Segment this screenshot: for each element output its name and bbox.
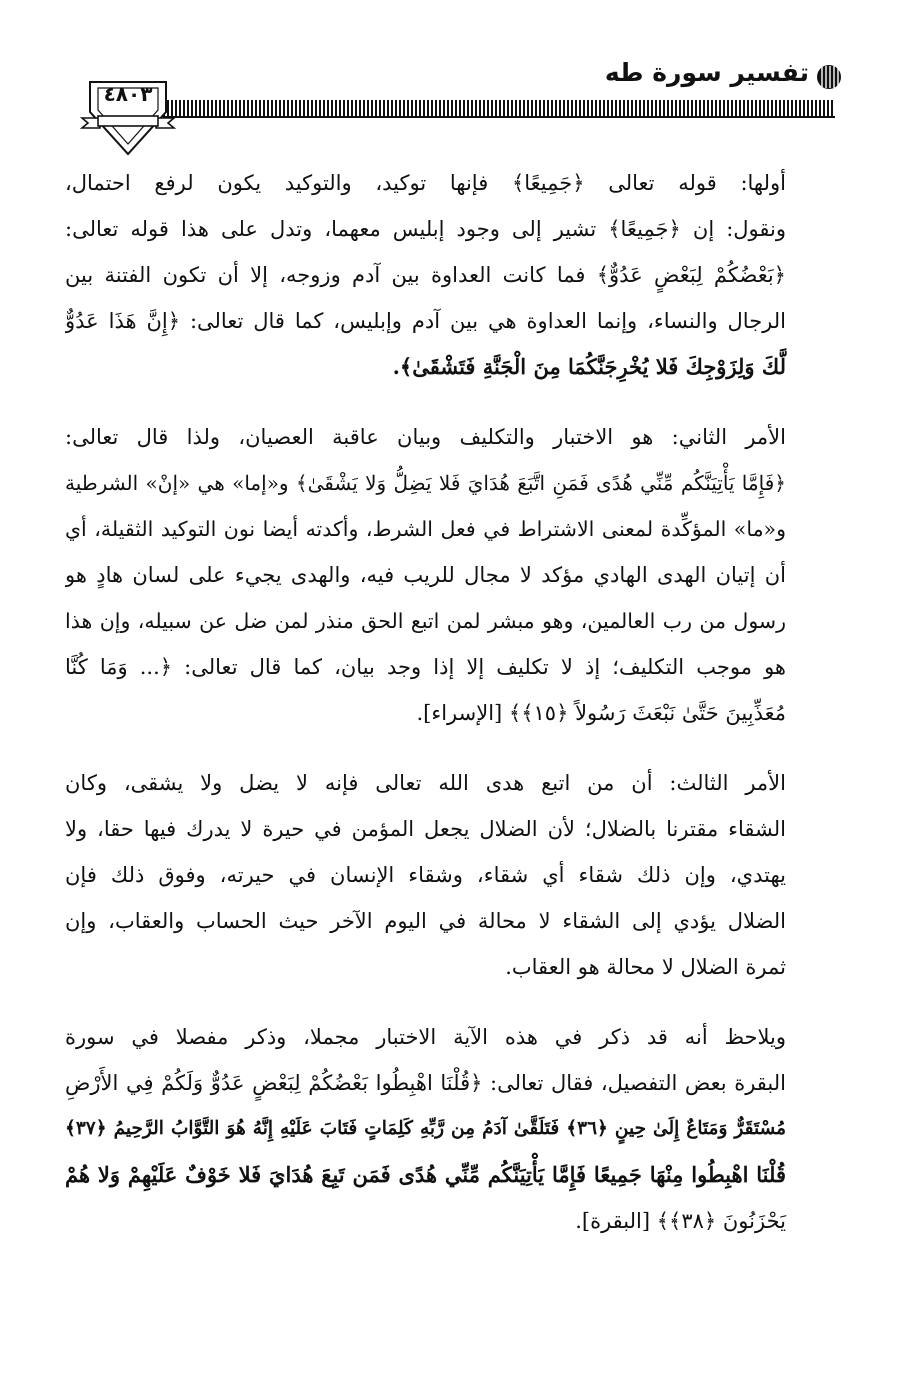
text-line: الضلال يؤدي إلى الشقاء لا محالة في اليوم الآخر حيث الحساب والعقاب، وإن [65, 909, 786, 933]
header-rule-base [163, 116, 835, 118]
text-line: مُعَذِّبِينَ حَتَّىٰ نَبْعَثَ رَسُولاً ﴿١٥﴾﴾ [الإسراء]. [416, 701, 786, 725]
page-number: ٤٨٠٣ [103, 82, 153, 106]
surah-title: تفسير سورة طه [604, 58, 809, 87]
text-line: و«ما» المؤكِّدة لمعنى الاشتراط في فعل الشرط، وأكدته أيضا نون التوكيد الثقيلة، أي [65, 517, 786, 541]
page-body [65, 160, 838, 1268]
text-line: الرجال والنساء، وإنما العداوة هي بين آدم وإبليس، كما قال تعالى: ﴿إِنَّ هَذَا عَدُوٌّ [65, 309, 786, 333]
paragraph-2 [65, 414, 838, 736]
ornament-icon [814, 62, 844, 92]
text-line: لَّكَ وَلِزَوْجِكَ فَلا يُخْرِجَنَّكُمَا مِنَ الْجَنَّةِ فَتَشْقَىٰ﴾. [392, 354, 786, 379]
text-line: أن إتيان الهدى الهادي مؤكد لا مجال للريب فيه، والهدى يجيء على لسان هادٍ هو [65, 563, 786, 587]
header-rule [163, 100, 835, 116]
text-line: قُلْنَا اهْبِطُوا مِنْهَا جَمِيعًا فَإِمَّا يَأْتِيَنَّكُم مِّنِّي هُدًى فَمَن تَبِعَ هُدَايَ فَلا خَوْفٌ عَلَيْهِمْ وَلا هُمْ [65, 1162, 786, 1187]
text-line: ﴿فَإِمَّا يَأْتِيَنَّكُم مِّنِّي هُدًى فَمَنِ اتَّبَعَ هُدَايَ فَلا يَضِلُّ وَلا يَشْقَىٰ﴾ و«إما» هي «إنْ» الشرطية [65, 471, 786, 495]
text-line: يهتدي، وإن ذلك شقاء أي شقاء، وشقاء الإنسان في حيرته، وفوق ذلك فإن [65, 863, 786, 887]
page-number-badge [78, 64, 178, 164]
text-line: الأمر الثالث: أن من اتبع هدى الله تعالى فإنه لا يضل ولا يشقى، وكان [65, 771, 786, 795]
paragraph-1 [65, 160, 838, 390]
page-header [0, 0, 909, 160]
text-line: مُسْتَقَرٌّ وَمَتَاعٌ إِلَىٰ حِينٍ ﴿٣٦﴾ فَتَلَقَّىٰ آدَمُ مِن رَّبِّهِ كَلِمَاتٍ فَتَابَ عَلَيْهِ إِنَّهُ هُوَ التَّوَّابُ الرَّحِيمُ ﴿٣٧﴾ [65, 1118, 786, 1139]
text-line: البقرة بعض التفصيل، فقال تعالى: ﴿قُلْنَا اهْبِطُوا بَعْضُكُمْ لِبَعْضٍ عَدُوٌّ وَلَكُمْ فِي الأَرْضِ [65, 1071, 786, 1095]
paragraph-3 [65, 760, 838, 990]
text-line: الأمر الثاني: هو الاختبار والتكليف وبيان عاقبة العصيان، ولذا قال تعالى: [65, 425, 786, 449]
text-line: ﴿بَعْضُكُمْ لِبَعْضٍ عَدُوٌّ﴾ فما كانت العداوة بين آدم وزوجه، إلا أن تكون الفتنة بين [65, 263, 786, 287]
text-line: ثمرة الضلال لا محالة هو العقاب. [505, 955, 786, 979]
paragraph-4 [65, 1014, 838, 1244]
text-line: رسول من رب العالمين، وهو مبشر لمن اتبع الحق منذر لمن ضل عن سبيله، وإن هذا [65, 609, 786, 633]
text-line: الشقاء مقترنا بالضلال؛ لأن الضلال يجعل المؤمن في حيرة لا يدرك فيها حقا، ولا [65, 817, 786, 841]
text-line: أولها: قوله تعالى ﴿جَمِيعًا﴾ فإنها توكيد، والتوكيد يكون لرفع احتمال، [65, 171, 786, 195]
text-line: ونقول: إن ﴿جَمِيعًا﴾ تشير إلى وجود إبليس معهما، وتدل على هذا قوله تعالى: [65, 217, 786, 241]
text-line: يَحْزَنُونَ ﴿٣٨﴾﴾ [البقرة]. [575, 1209, 786, 1233]
text-line: ويلاحظ أنه قد ذكر في هذه الآية الاختبار مجملا، وذكر مفصلا في سورة [65, 1025, 786, 1049]
text-line: هو موجب التكليف؛ إذ لا تكليف إلا إذا وجد بيان، كما قال تعالى: ﴿... وَمَا كُنَّا [65, 655, 786, 679]
